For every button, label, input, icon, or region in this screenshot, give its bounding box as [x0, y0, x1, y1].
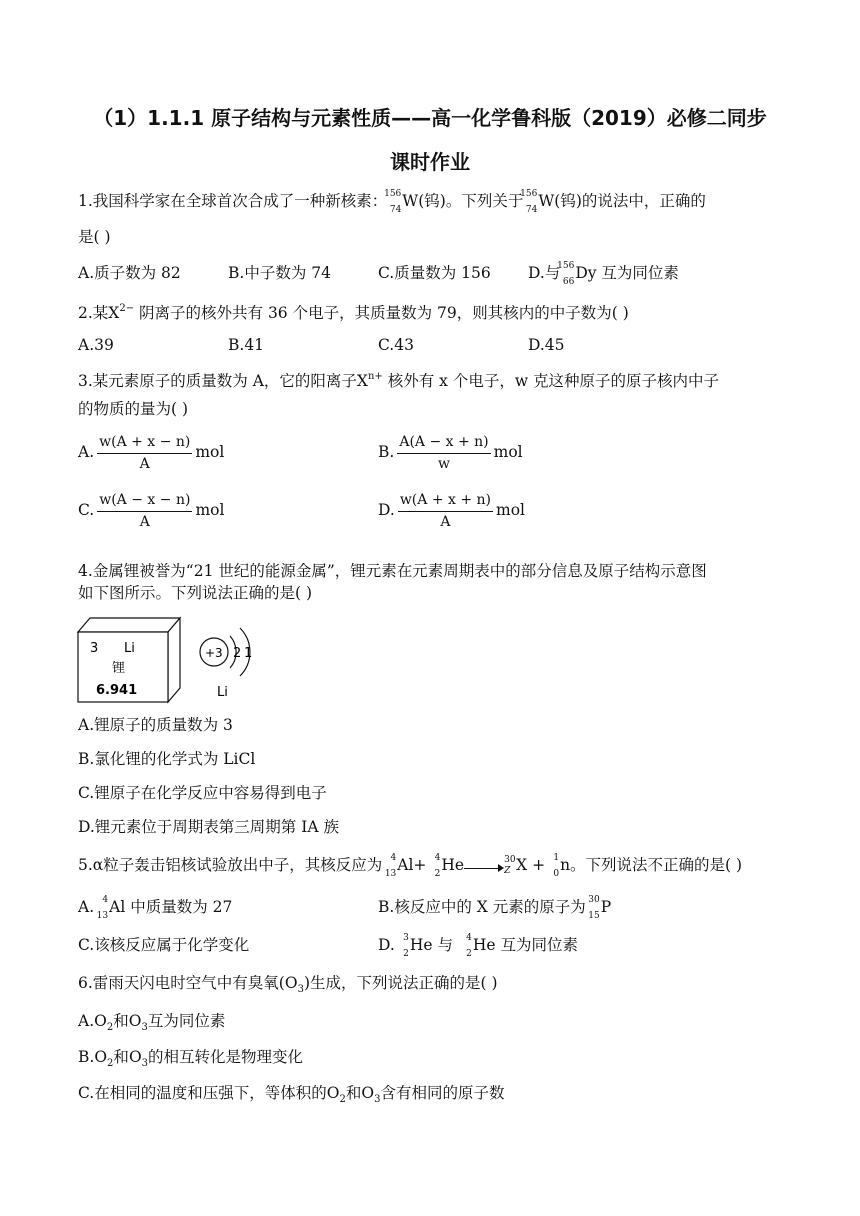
document-title-line1: （1）1.1.1 原子结构与元素性质——高一化学鲁科版（2019）必修二同步	[93, 106, 767, 130]
question-5-option-b: B.核反应中的 X 元素的原子为 30 15 P	[378, 895, 612, 921]
nuclide-al-option: 4 13	[96, 895, 109, 921]
cell-atomic-number: 3	[90, 641, 99, 656]
question-1-option-d: D.与 156 66 Dy 互为同位素	[528, 261, 679, 287]
cell-name: 锂	[112, 661, 126, 676]
question-3-option-d: D. $\frac{w(A + x + n)}{A}$ mol	[378, 492, 526, 530]
nuclide-he: 4 2	[434, 853, 441, 879]
shell-1-electrons: 2	[233, 646, 242, 661]
fraction: $\frac{w(A - x - n)}{A}$	[99, 492, 191, 530]
nucleus-charge: +3	[205, 646, 223, 660]
question-1-stem-cont: 是( )	[78, 228, 111, 246]
question-5-option-a: A. 4 13 Al 中质量数为 27	[78, 895, 233, 921]
question-3-option-c: C. $\frac{w(A - x - n)}{A}$ mol	[78, 492, 225, 530]
nuclide-he4: 4 2	[466, 933, 472, 959]
question-5-option-c: C.该核反应属于化学变化	[78, 936, 250, 954]
nuclide-p: 30 15	[588, 895, 600, 921]
reaction-arrow	[464, 857, 504, 875]
fraction: $\frac{w(A + x + n)}{A}$	[399, 492, 492, 530]
question-4-option-d: D.锂元素位于周期表第三周期第 IA 族	[78, 818, 339, 836]
question-2-option-b: B.41	[228, 336, 265, 354]
nuclide-x: 30 Z	[504, 855, 516, 876]
nuclide-w: 156 74	[384, 189, 402, 215]
nuclide-n: 1 0	[553, 853, 560, 879]
question-1-option-b: B.中子数为 74	[228, 264, 331, 282]
question-3-option-a: A. $\frac{w(A + x - n)}{A}$ mol	[78, 434, 225, 472]
question-4-option-c: C.锂原子在化学反应中容易得到电子	[78, 784, 327, 802]
question-4-stem-cont: 如下图所示。下列说法正确的是( )	[78, 584, 313, 602]
question-5-option-d: D. 3 2 He 与 4 2 He 互为同位素	[378, 933, 579, 959]
question-4-option-b: B.氯化锂的化学式为 LiCl	[78, 750, 256, 768]
question-2-option-c: C.43	[378, 336, 414, 354]
question-1-stem: 1.我国科学家在全球首次合成了一种新核素： 156 74 W(钨)。下列关于 156 74 W(钨)的说法中，正确的	[78, 189, 706, 215]
question-2-option-d: D.45	[528, 336, 565, 354]
lithium-figure	[76, 614, 276, 704]
question-5-stem: 5.α粒子轰击铝核试验放出中子，其核反应为 4 13 Al+ 4 2 He 30 Z X + 1 0 n。下列说法不正确的是( )	[78, 853, 743, 879]
nuclide-he3: 3 2	[403, 933, 409, 959]
fraction: $\frac{A(A - x + n)}{w}$	[399, 434, 489, 472]
question-3-stem-cont: 的物质的量为( )	[78, 400, 189, 418]
question-3-stem: 3.某元素原子的质量数为 A，它的阳离子$X^{n+}$ 核外有 x 个电子，w 克这种原子的原子核内中子	[78, 371, 720, 390]
question-6-option-b: $B.O_2$和$O_3$的相互转化是物理变化	[78, 1048, 304, 1069]
question-6-option-c: C.在相同的温度和压强下，等体积的$O_2$和$O_3$含有相同的原子数	[78, 1084, 505, 1105]
question-4-option-a: A.锂原子的质量数为 3	[78, 716, 233, 734]
question-2-stem: 2.某$X^{2-}$ 阴离子的核外共有 36 个电子，其质量数为 79，则其核内的中子数为( )	[78, 303, 629, 322]
cell-symbol: Li	[124, 641, 135, 656]
question-1-option-a: A.质子数为 82	[78, 264, 181, 282]
question-6-option-a: $A.O_2$和$O_3$互为同位素	[78, 1012, 226, 1033]
question-1-option-c: C.质量数为 156	[378, 264, 491, 282]
nuclide-w-repeat: 156 74	[520, 189, 538, 215]
question-3-option-b: B. $\frac{A(A - x + n)}{w}$ mol	[378, 434, 523, 472]
atomic-structure-diagram	[200, 628, 252, 700]
nuclide-al: 4 13	[384, 853, 397, 879]
shell-2-electrons: 1	[244, 646, 253, 661]
question-4-stem: 4.金属锂被誉为“21 世纪的能源金属”，锂元素在元素周期表中的部分信息及原子结构示意图	[78, 562, 707, 580]
fraction: $\frac{w(A + x - n)}{A}$	[99, 434, 191, 472]
question-6-stem: 6.雷雨天闪电时空气中有臭氧$(O_3)$生成，下列说法正确的是( )	[78, 974, 498, 995]
diagram-label: Li	[217, 685, 228, 700]
question-2-option-a: A.39	[78, 336, 114, 354]
cell-atomic-mass: 6.941	[96, 683, 138, 698]
document-title-line2: 课时作业	[390, 150, 470, 174]
nuclide-dy: 156 66	[557, 261, 575, 287]
periodic-cell-cube	[78, 618, 180, 702]
